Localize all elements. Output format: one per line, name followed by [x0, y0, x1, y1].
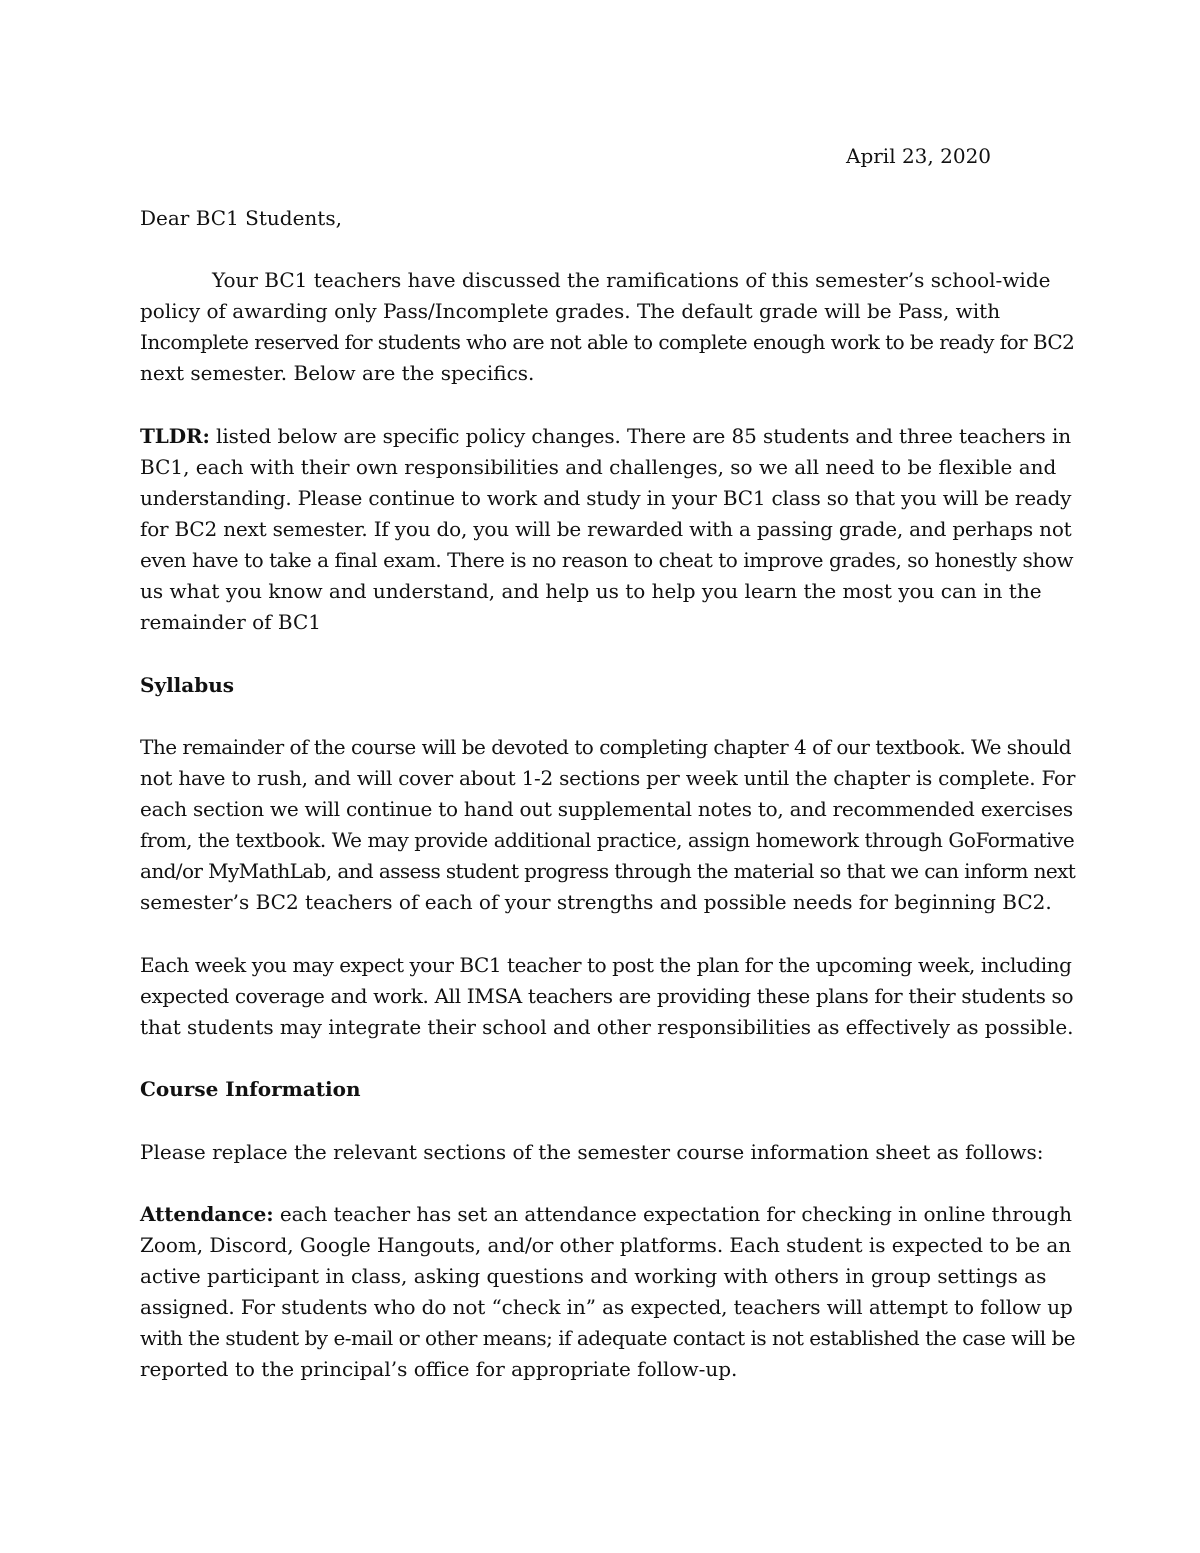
syllabus-line: expected coverage and work. All IMSA teachers are providing these plans for their students so	[140, 984, 1074, 1008]
syllabus-line: that students may integrate their school and other responsibilities as effectively as possible.	[140, 1015, 1074, 1039]
tldr-line: even have to take a final exam. There is no reason to cheat to improve grades, so honestly show	[140, 548, 1074, 572]
intro-line: Incomplete reserved for students who are not able to complete enough work to be ready for BC2	[140, 330, 1075, 354]
attendance-line: with the student by e-mail or other means; if adequate contact is not established the case will be	[140, 1326, 1076, 1350]
attendance-line: assigned. For students who do not “check in” as expected, teachers will attempt to follow up	[140, 1295, 1073, 1319]
tldr-line: us what you know and understand, and help us to help you learn the most you can in the	[140, 579, 1042, 603]
tldr-line: remainder of BC1	[140, 610, 322, 634]
tldr-first-line	[140, 421, 1070, 452]
syllabus-paragraph-1	[140, 732, 1076, 918]
salutation	[140, 203, 1070, 234]
tldr-first-line-text: listed below are specific policy changes. There are 85 students and three teachers in	[209, 424, 1072, 448]
syllabus-heading-block	[140, 670, 1070, 701]
letter-date: April 23, 2020	[846, 144, 992, 168]
syllabus-line: not have to rush, and will cover about 1-2 sections per week until the chapter is complete. For	[140, 766, 1076, 790]
attendance-line: active participant in class, asking questions and working with others in group settings as	[140, 1264, 1047, 1288]
intro-paragraph	[140, 265, 1075, 389]
attendance-first-line-text: each teacher has set an attendance expectation for checking in online through	[273, 1202, 1072, 1226]
syllabus-paragraph-2	[140, 950, 1074, 1043]
intro-line: Your BC1 teachers have discussed the ramifications of this semester’s school-wide	[212, 268, 1051, 292]
attendance-line: reported to the principal’s office for appropriate follow-up.	[140, 1357, 738, 1381]
tldr-paragraph	[140, 421, 1074, 638]
intro-line: policy of awarding only Pass/Incomplete grades. The default grade will be Pass, with	[140, 299, 1001, 323]
attendance-line: Zoom, Discord, Google Hangouts, and/or other platforms. Each student is expected to be an	[140, 1233, 1072, 1257]
syllabus-line: Each week you may expect your BC1 teacher to post the plan for the upcoming week, including	[140, 953, 1072, 977]
syllabus-heading: Syllabus	[140, 673, 235, 697]
intro-line: next semester. Below are the specifics.	[140, 361, 535, 385]
course-info-heading-block	[140, 1074, 1070, 1105]
attendance-label: Attendance:	[140, 1202, 274, 1226]
syllabus-line: each section we will continue to hand out supplemental notes to, and recommended exercises	[140, 797, 1073, 821]
course-info-heading: Course Information	[140, 1077, 361, 1101]
syllabus-line: The remainder of the course will be devoted to completing chapter 4 of our textbook. We should	[140, 735, 1072, 759]
salutation-line: Dear BC1 Students,	[140, 206, 342, 230]
tldr-line: for BC2 next semester. If you do, you will be rewarded with a passing grade, and perhaps not	[140, 517, 1072, 541]
syllabus-line: from, the textbook. We may provide additional practice, assign homework through GoFormative	[140, 828, 1075, 852]
attendance-paragraph	[140, 1199, 1076, 1385]
attendance-first-line	[140, 1199, 1070, 1230]
syllabus-line: semester’s BC2 teachers of each of your strengths and possible needs for beginning BC2.	[140, 890, 1052, 914]
tldr-line: BC1, each with their own responsibilities and challenges, so we all need to be flexible and	[140, 455, 1057, 479]
syllabus-line: and/or MyMathLab, and assess student progress through the material so that we can inform next	[140, 859, 1076, 883]
tldr-line: understanding. Please continue to work and study in your BC1 class so that you will be ready	[140, 486, 1072, 510]
tldr-label: TLDR:	[140, 424, 210, 448]
course-info-intro: Please replace the relevant sections of the semester course information sheet as follows:	[140, 1140, 1044, 1164]
course-info-intro-block	[140, 1137, 1070, 1168]
